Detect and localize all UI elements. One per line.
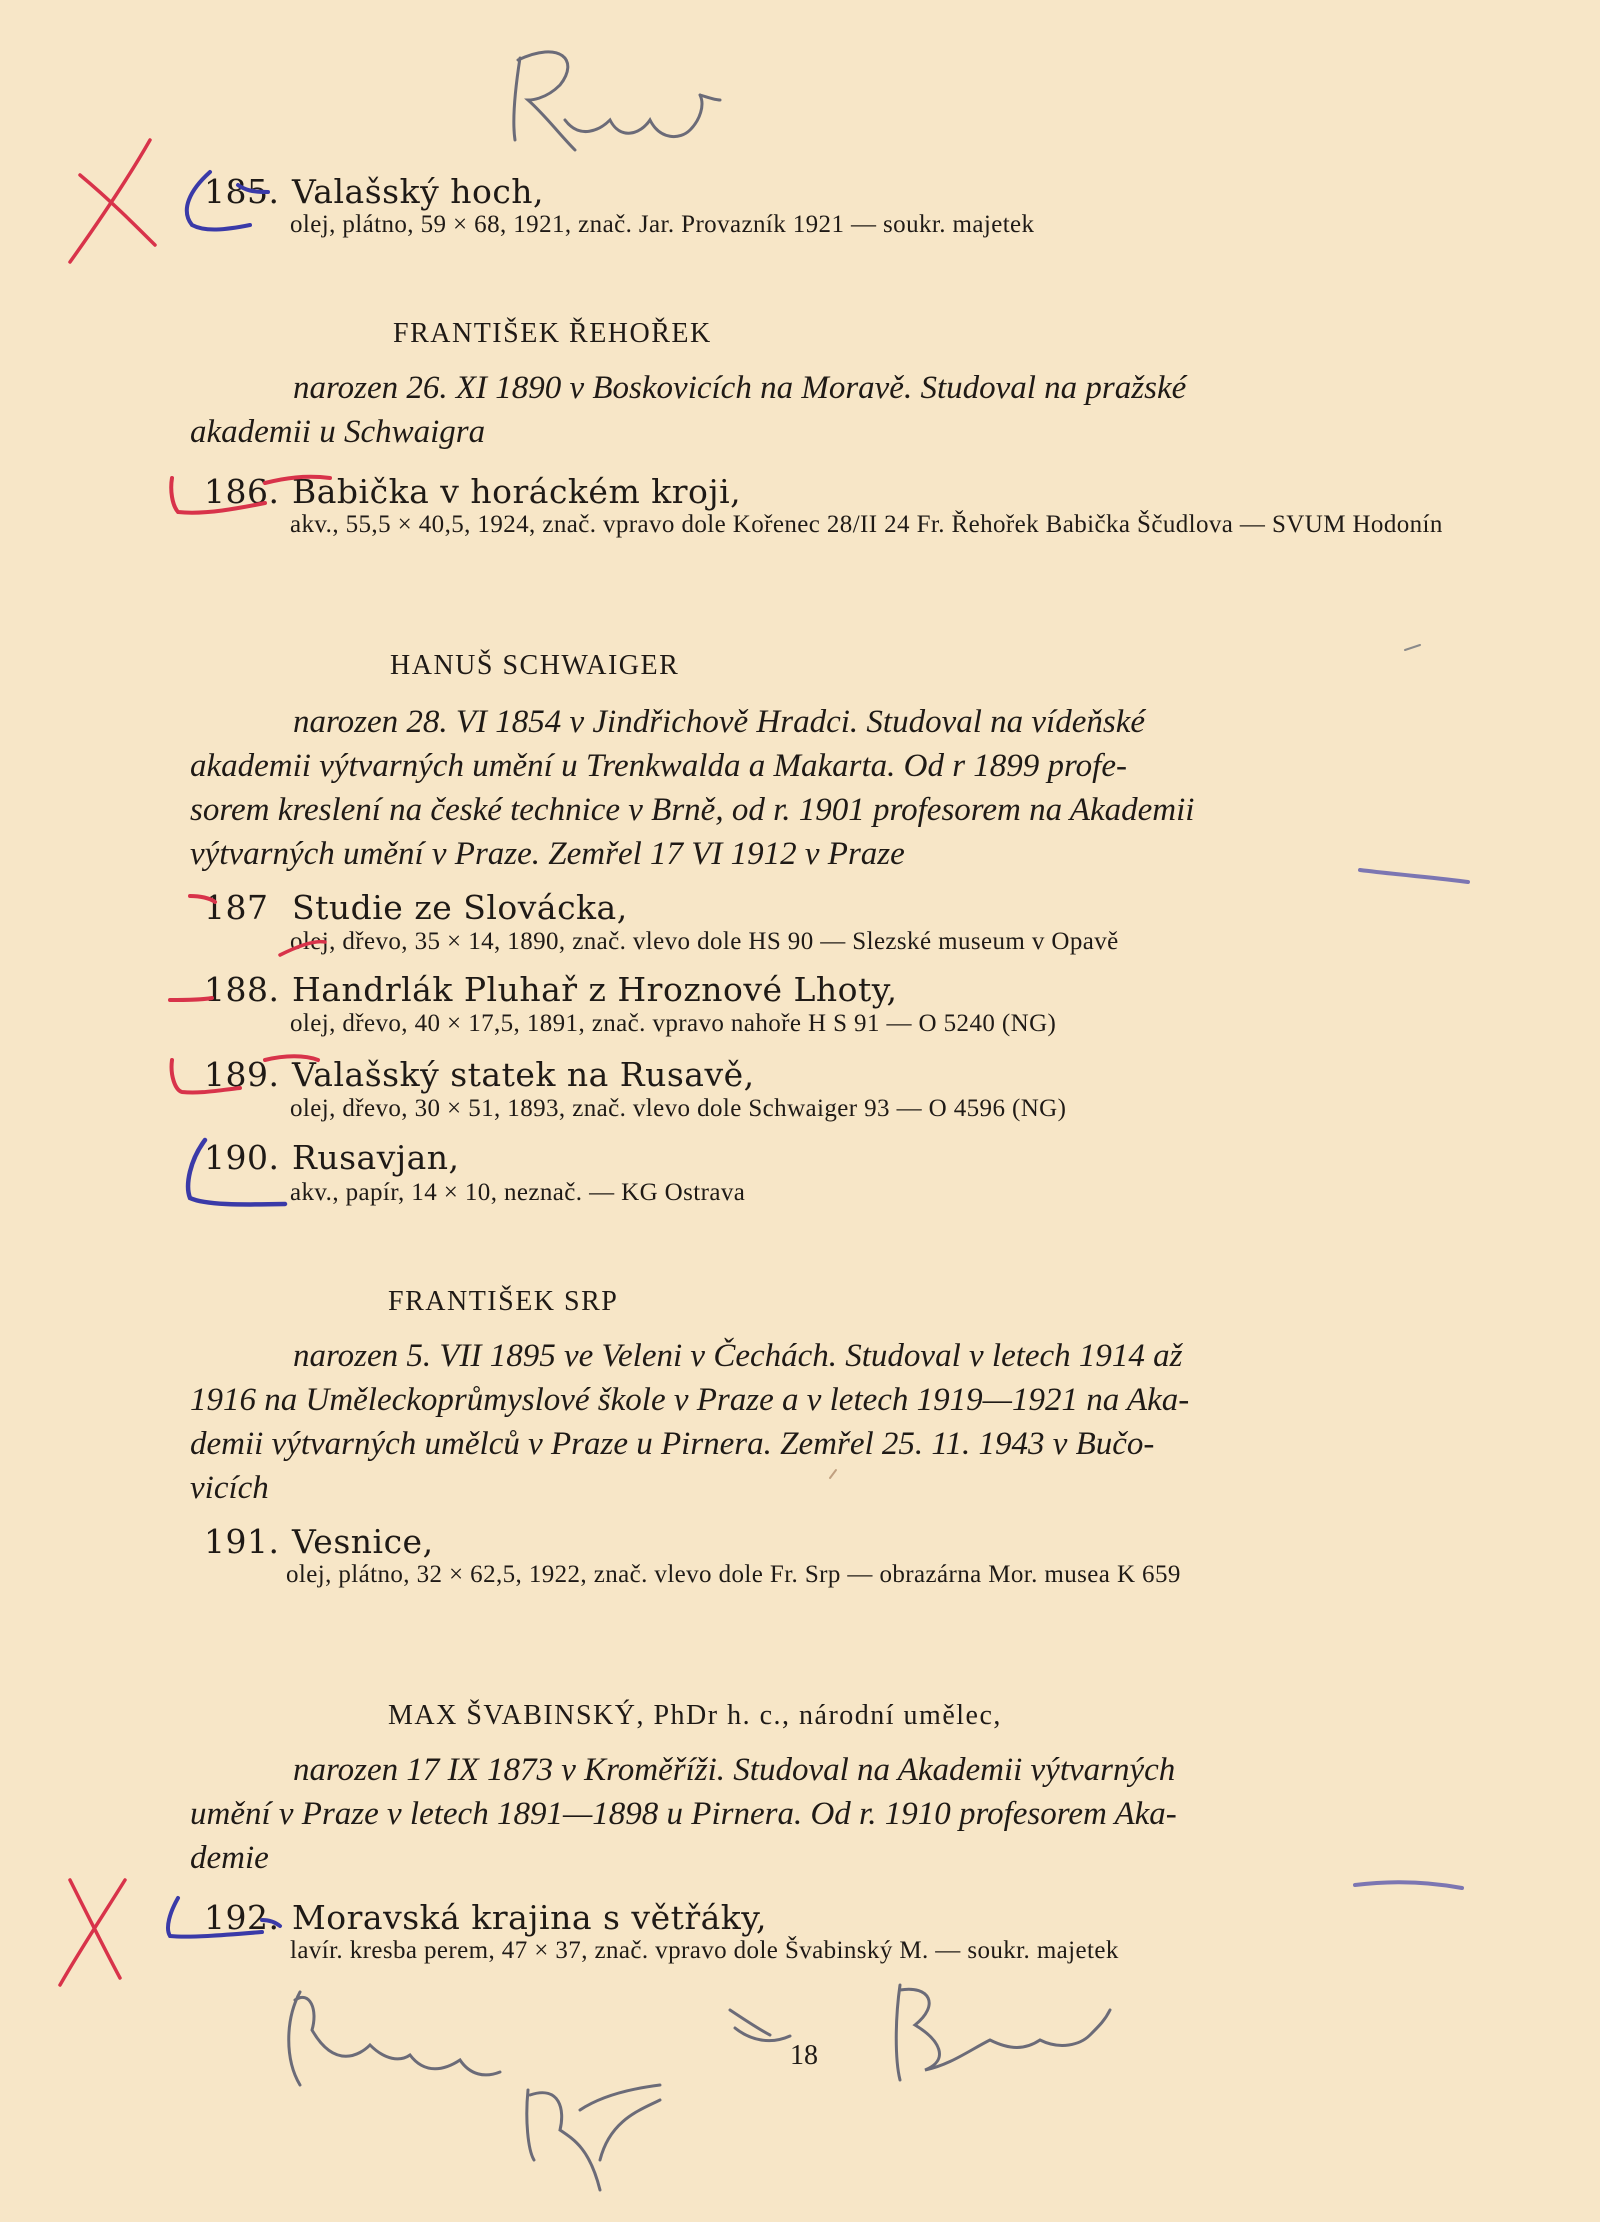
entry-number: 190. bbox=[204, 1138, 280, 1177]
entry-189-title: 189. Valašský statek na Rusavě, bbox=[204, 1055, 755, 1094]
artist-bio-schwaiger: narozen 28. VI 1854 v Jindřichově Hradci. Studoval na vídeňské akademii výtvarných umění u Trenkwalda a Makarta. Od r 1899 profe- sorem kreslení na české technice v Brně, od r. 1901 profesorem na Akademii výtvarných umění v Praze. Zemřel 17 VI 1912 v Praze bbox=[190, 704, 1195, 872]
artist-name-svabinsky: MAX ŠVABINSKÝ, PhDr h. c., národní umělec, bbox=[388, 1700, 1002, 1731]
entry-number: 189. bbox=[204, 1055, 280, 1094]
entry-191-details: olej, plátno, 32 × 62,5, 1922, znač. vlevo dole Fr. Srp — obrazárna Mor. musea K 659 bbox=[286, 1561, 1181, 1588]
artist-name-srp: FRANTIŠEK SRP bbox=[388, 1286, 619, 1317]
entry-186-title: 186. Babička v horáckém kroji, bbox=[204, 472, 742, 511]
artist-bio-srp: narozen 5. VII 1895 ve Veleni v Čechách. Studoval v letech 1914 až 1916 na Uměleckoprůmyslové škole v Praze a v letech 1919—1921 na Aka- demii výtvarných umělců v Praze u Pirnera. Zemřel 25. 11. 1943 v Bučo- vicích bbox=[190, 1338, 1190, 1506]
entry-191-title: 191. Vesnice, bbox=[204, 1522, 434, 1561]
page-number: 18 bbox=[790, 2040, 818, 2071]
artist-name-rehorek: FRANTIŠEK ŘEHOŘEK bbox=[393, 318, 712, 349]
entry-190-title: 190. Rusavjan, bbox=[204, 1138, 460, 1177]
entry-187-details: olej, dřevo, 35 × 14, 1890, znač. vlevo dole HS 90 — Slezské museum v Opavě bbox=[290, 928, 1119, 955]
entry-185-details: olej, plátno, 59 × 68, 1921, znač. Jar. Provazník 1921 — soukr. majetek bbox=[290, 211, 1035, 238]
entry-number: 188. bbox=[204, 970, 280, 1009]
entry-192-details: lavír. kresba perem, 47 × 37, znač. vpravo dole Švabinský M. — soukr. majetek bbox=[290, 1937, 1119, 1964]
artist-bio-rehorek: narozen 26. XI 1890 v Boskovicích na Moravě. Studoval na pražské akademii u Schwaigra bbox=[190, 370, 1187, 450]
entry-188-title: 188. Handrlák Pluhař z Hroznové Lhoty, bbox=[204, 970, 898, 1009]
entry-number: 187 bbox=[204, 888, 269, 927]
artist-name-schwaiger: HANUŠ SCHWAIGER bbox=[390, 650, 680, 681]
entry-number: 186. bbox=[204, 472, 280, 511]
entry-number: 191. bbox=[204, 1522, 280, 1561]
artist-bio-svabinsky: narozen 17 IX 1873 v Kroměříži. Studoval na Akademii výtvarných umění v Praze v letech 1891—1898 u Pirnera. Od r. 1910 profesorem Aka- demie bbox=[190, 1752, 1177, 1876]
entry-185-title: 185. Valašský hoch, bbox=[204, 172, 545, 211]
entry-192-title: 192. Moravská krajina s větřáky, bbox=[204, 1898, 768, 1937]
entry-190-details: akv., papír, 14 × 10, neznač. — KG Ostrava bbox=[290, 1179, 746, 1206]
entry-186-details: akv., 55,5 × 40,5, 1924, znač. vpravo dole Kořenec 28/II 24 Fr. Řehořek Babička Ščudlova — SVUM Hodonín bbox=[290, 511, 1443, 538]
entry-188-details: olej, dřevo, 40 × 17,5, 1891, znač. vpravo nahoře H S 91 — O 5240 (NG) bbox=[290, 1010, 1057, 1037]
entry-189-details: olej, dřevo, 30 × 51, 1893, znač. vlevo dole Schwaiger 93 — O 4596 (NG) bbox=[290, 1095, 1067, 1122]
entry-187-title: 187 Studie ze Slovácka, bbox=[204, 888, 628, 927]
entry-number: 185. bbox=[204, 172, 280, 211]
entry-number: 192. bbox=[204, 1898, 280, 1937]
